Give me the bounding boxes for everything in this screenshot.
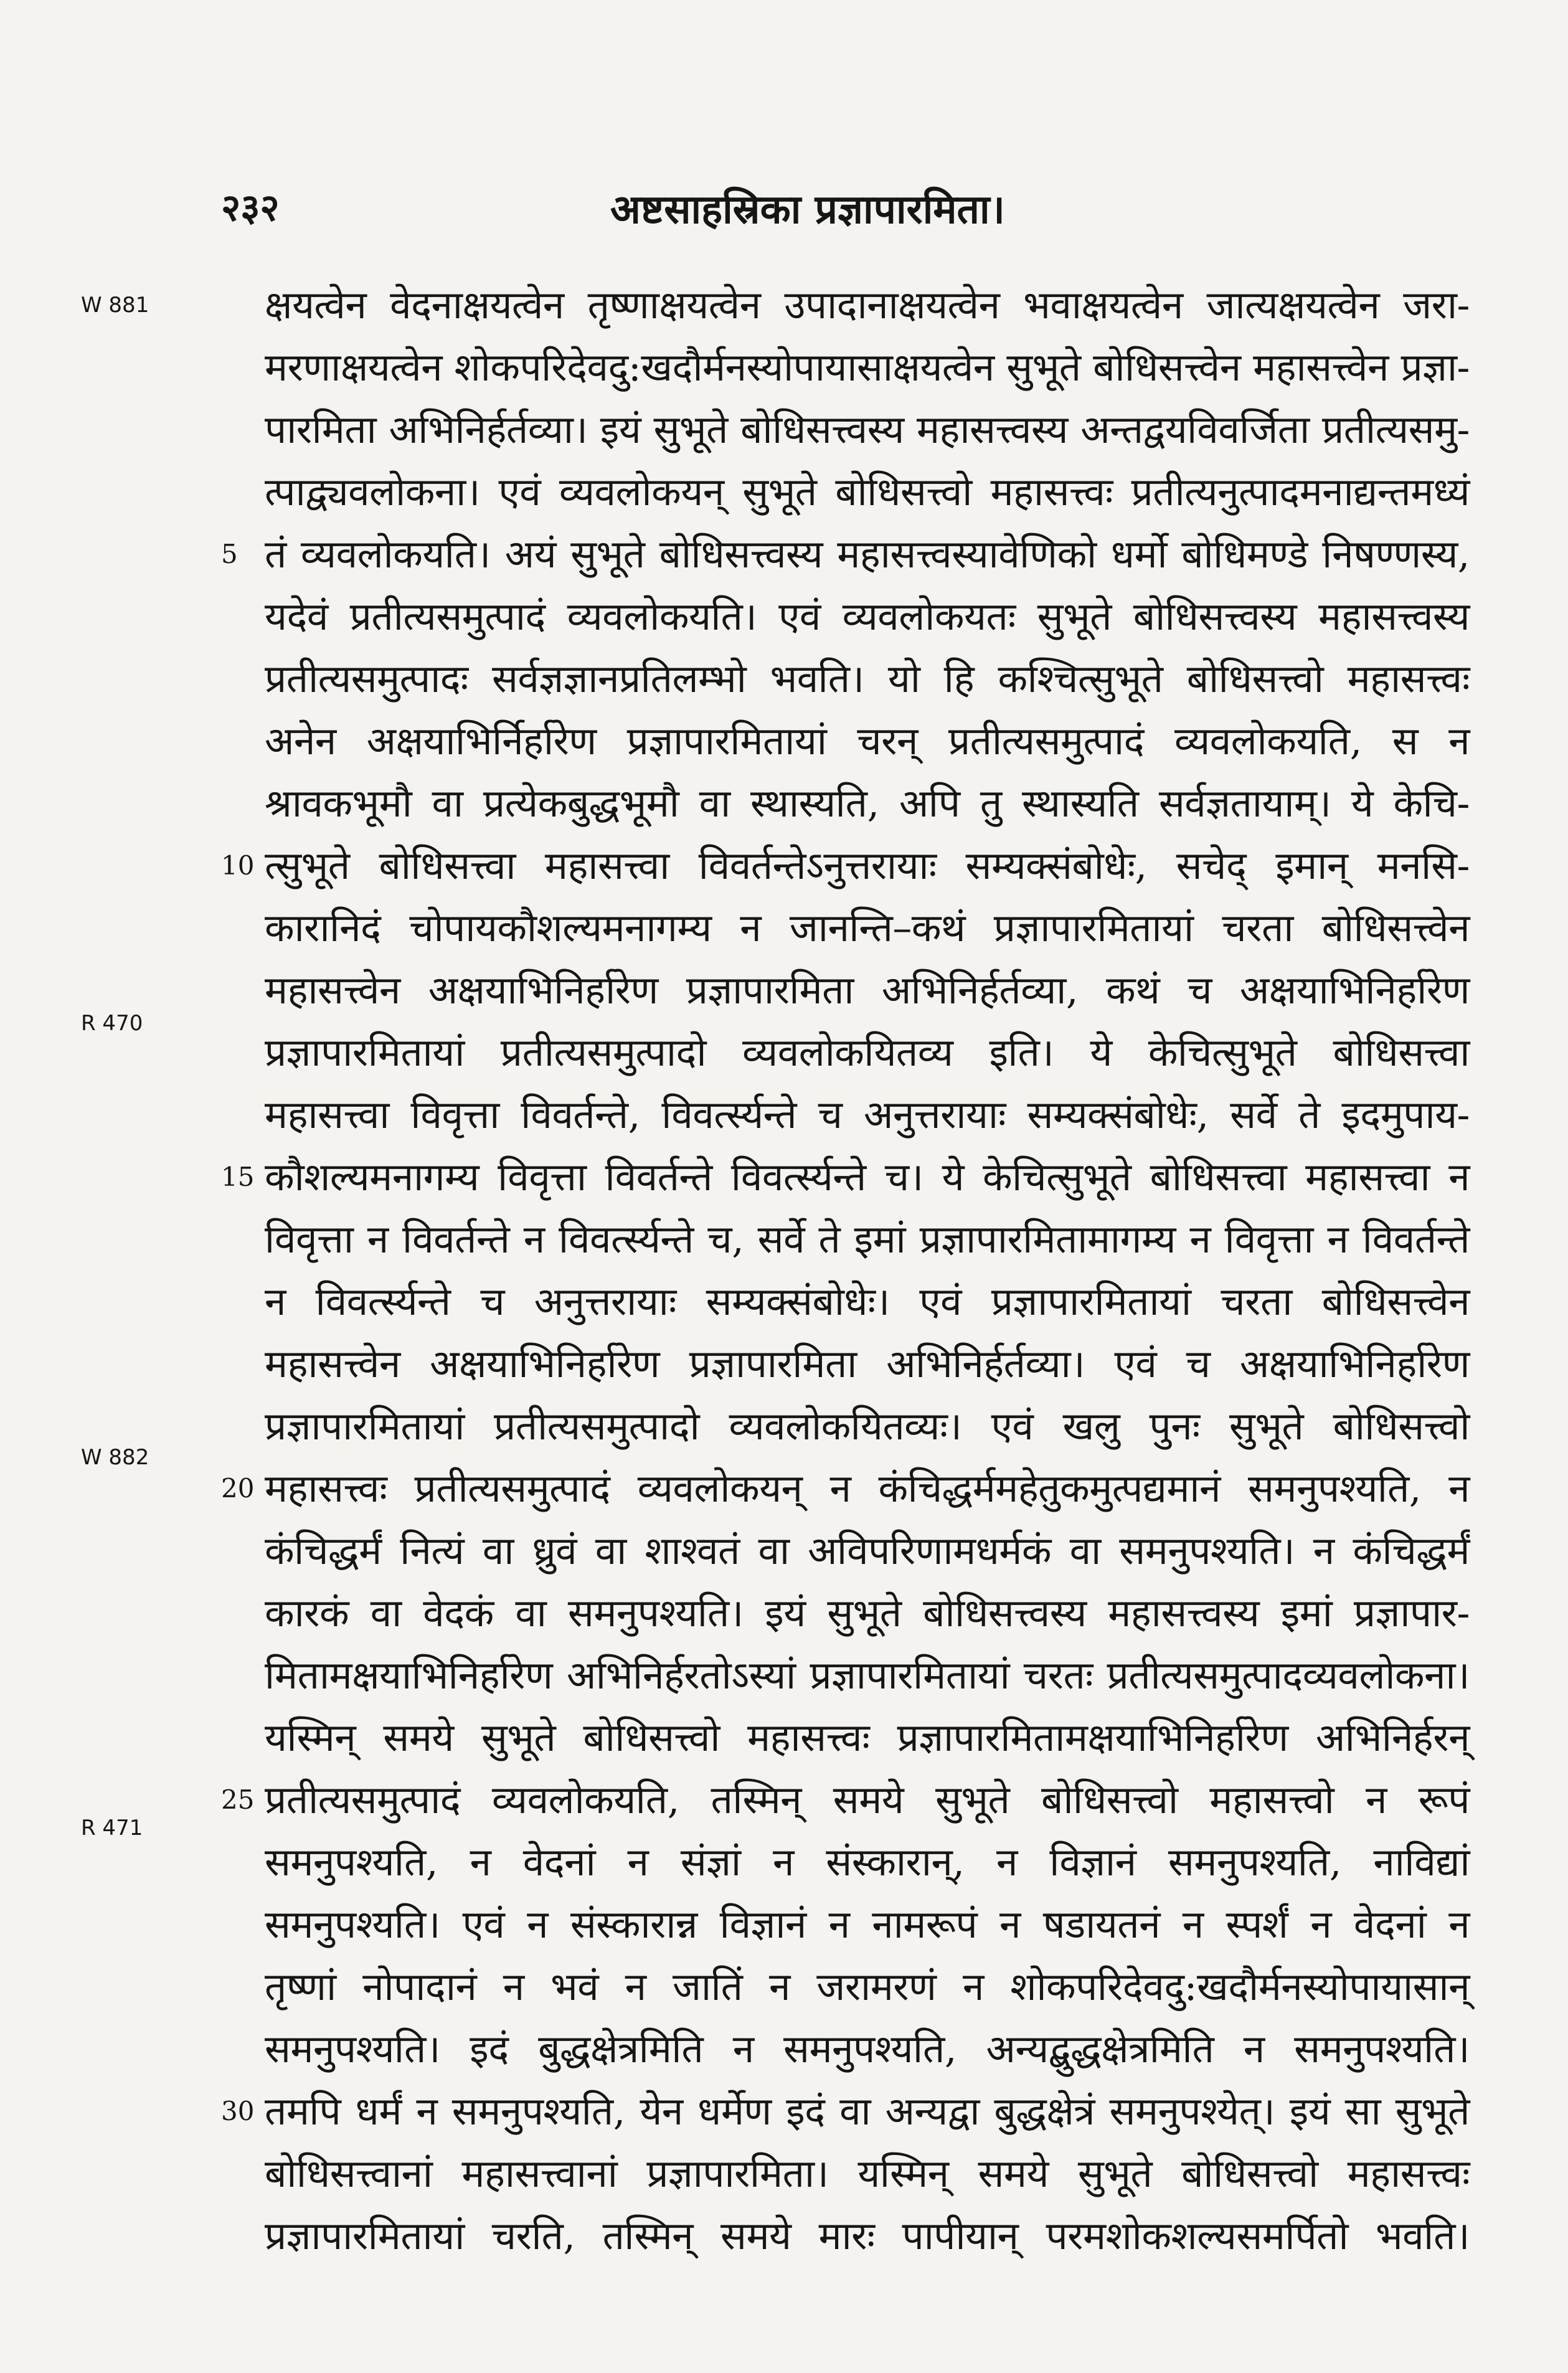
margin-ref-w881: W 881 — [81, 293, 149, 318]
text-line: बोधिसत्त्वानां महासत्त्वानां प्रज्ञापारमिता। यस्मिन् समये सुभूते बोधिसत्त्वो महासत्त्वः — [265, 2151, 1470, 2196]
text-line: कारकं वा वेदकं वा समनुपश्यति। इयं सुभूते बोधिसत्त्वस्य महासत्त्वस्य इमां प्रज्ञापार- — [265, 1590, 1470, 1636]
text-line: महासत्त्वः प्रतीत्यसमुत्पादं व्यवलोकयन् न कंचिद्धर्ममहेतुकमुत्पद्यमानं समनुपश्यति, न — [265, 1466, 1470, 1511]
text-line: मरणाक्षयत्वेन शोकपरिदेवदु:खदौर्मनस्योपायासाक्षयत्वेन सुभूते बोधिसत्त्वेन महासत्त्वेन प्रज्ञा- — [265, 344, 1470, 390]
text-line: तमपि धर्मं न समनुपश्यति, येन धर्मेण इदं वा अन्यद्वा बुद्धक्षेत्रं समनुपश्येत्। इयं सा सुभूते — [265, 2088, 1470, 2134]
text-line: महासत्त्वेन अक्षयाभिनिर्हारेण प्रज्ञापारमिता अभिनिर्हर्तव्या, कथं च अक्षयाभिनिर्हारेण — [265, 967, 1470, 1013]
margin-ref-r470: R 470 — [81, 1011, 143, 1036]
page-header — [0, 181, 1568, 249]
text-line: मितामक्षयाभिनिर्हारेण अभिनिर्हरतोऽस्यां प्रज्ञापारमितायां चरतः प्रतीत्यसमुत्पादव्यवलोकना। — [265, 1652, 1470, 1698]
text-line: प्रज्ञापारमितायां प्रतीत्यसमुत्पादो व्यवलोकयितव्यः। एवं खलु पुनः सुभूते बोधिसत्त्वो — [265, 1403, 1470, 1449]
line-number-25: 25 — [221, 1784, 255, 1815]
margin-ref-r471: R 471 — [81, 1816, 143, 1840]
text-line: पारमिता अभिनिर्हर्तव्या। इयं सुभूते बोधिसत्त्वस्य महासत्त्वस्य अन्तद्वयविवर्जिता प्रतीत्यसमु- — [265, 407, 1470, 452]
line-number-15: 15 — [221, 1162, 255, 1192]
text-line: यदेवं प्रतीत्यसमुत्पादं व्यवलोकयति। एवं व्यवलोकयतः सुभूते बोधिसत्त्वस्य महासत्त्वस्य — [265, 594, 1470, 639]
text-line: समनुपश्यति, न वेदनां न संज्ञां न संस्कारान्, न विज्ञानं समनुपश्यति, नाविद्यां — [265, 1839, 1470, 1885]
text-line: तृष्णां नोपादानं न भवं न जातिं न जरामरणं न शोकपरिदेवदु:खदौर्मनस्योपायासान् — [265, 1964, 1470, 2009]
line-number-5: 5 — [221, 539, 238, 569]
text-line: कंचिद्धर्मं नित्यं वा ध्रुवं वा शाश्वतं वा अविपरिणामधर्मकं वा समनुपश्यति। न कंचिद्धर्मं — [265, 1528, 1470, 1573]
text-line: महासत्त्वेन अक्षयाभिनिर्हारेण प्रज्ञापारमिता अभिनिर्हर्तव्या। एवं च अक्षयाभिनिर्हारेण — [265, 1341, 1470, 1386]
running-title: अष्टसाहस्रिका प्रज्ञापारमिता। — [610, 186, 1005, 233]
text-line: समनुपश्यति। एवं न संस्कारान्न विज्ञानं न नामरूपं न षडायतनं न स्पर्शं न वेदनां न — [265, 1902, 1470, 1947]
line-number-30: 30 — [221, 2096, 255, 2126]
margin-ref-w882: W 882 — [81, 1445, 149, 1470]
text-line: त्सुभूते बोधिसत्त्वा महासत्त्वा विवर्तन्तेऽनुत्तरायाः सम्यक्संबोधेः, सचेद् इमान् मनसि- — [265, 843, 1470, 888]
line-number-20: 20 — [221, 1473, 255, 1504]
text-line: न विवर्त्स्यन्ते च अनुत्तरायाः सम्यक्संबोधेः। एवं प्रज्ञापारमितायां चरता बोधिसत्त्वेन — [265, 1279, 1470, 1324]
text-line: प्रतीत्यसमुत्पादः सर्वज्ञज्ञानप्रतिलम्भो भवति। यो हि कश्चित्सुभूते बोधिसत्त्वो महासत्त्वः — [265, 656, 1470, 701]
text-line: प्रज्ञापारमितायां प्रतीत्यसमुत्पादो व्यवलोकयितव्य इति। ये केचित्सुभूते बोधिसत्त्वा — [265, 1030, 1470, 1075]
line-number-10: 10 — [221, 850, 255, 881]
text-line: महासत्त्वा विवृत्ता विवर्तन्ते, विवर्त्स्यन्ते च अनुत्तरायाः सम्यक्संबोधेः, सर्वे ते इदमुपाय- — [265, 1092, 1470, 1137]
text-line: यस्मिन् समये सुभूते बोधिसत्त्वो महासत्त्वः प्रज्ञापारमितामक्षयाभिनिर्हारेण अभिनिर्हरन् — [265, 1715, 1470, 1760]
text-line: कारानिदं चोपायकौशल्यमनागम्य न जानन्ति–कथं प्रज्ञापारमितायां चरता बोधिसत्त्वेन — [265, 905, 1470, 950]
text-line: प्रतीत्यसमुत्पादं व्यवलोकयति, तस्मिन् समये सुभूते बोधिसत्त्वो महासत्त्वो न रूपं — [265, 1777, 1470, 1822]
text-line: त्पाद्व्यवलोकना। एवं व्यवलोकयन् सुभूते बोधिसत्त्वो महासत्त्वः प्रतीत्यनुत्पादमनाद्यन्तमध्यं — [265, 469, 1470, 514]
text-line: तं व्यवलोकयति। अयं सुभूते बोधिसत्त्वस्य महासत्त्वस्यावेणिको धर्मो बोधिमण्डे निषण्णस्य, — [265, 531, 1470, 577]
text-line: समनुपश्यति। इदं बुद्धक्षेत्रमिति न समनुपश्यति, अन्यद्बुद्धक्षेत्रमिति न समनुपश्यति। — [265, 2026, 1470, 2072]
text-line: अनेन अक्षयाभिर्निर्हारेण प्रज्ञापारमितायां चरन् प्रतीत्यसमुत्पादं व्यवलोकयति, स न — [265, 718, 1470, 764]
page-number: २३२ — [221, 186, 280, 230]
text-line: श्रावकभूमौ वा प्रत्येकबुद्धभूमौ वा स्थास्यति, अपि तु स्थास्यति सर्वज्ञतायाम्। ये केचि- — [265, 780, 1470, 826]
text-line: विवृत्ता न विवर्तन्ते न विवर्त्स्यन्ते च, सर्वे ते इमां प्रज्ञापारमितामागम्य न विवृत्ता न विवर्तन्ते — [265, 1216, 1470, 1262]
text-line: प्रज्ञापारमितायां चरति, तस्मिन् समये मारः पापीयान् परमशोकशल्यसमर्पितो भवति। — [265, 2213, 1470, 2258]
text-line: कौशल्यमनागम्य विवृत्ता विवर्तन्ते विवर्त्स्यन्ते च। ये केचित्सुभूते बोधिसत्त्वा महासत्त्वा न — [265, 1154, 1470, 1200]
text-line: क्षयत्वेन वेदनाक्षयत्वेन तृष्णाक्षयत्वेन उपादानाक्षयत्वेन भवाक्षयत्वेन जात्यक्षयत्वेन जरा- — [265, 282, 1470, 328]
